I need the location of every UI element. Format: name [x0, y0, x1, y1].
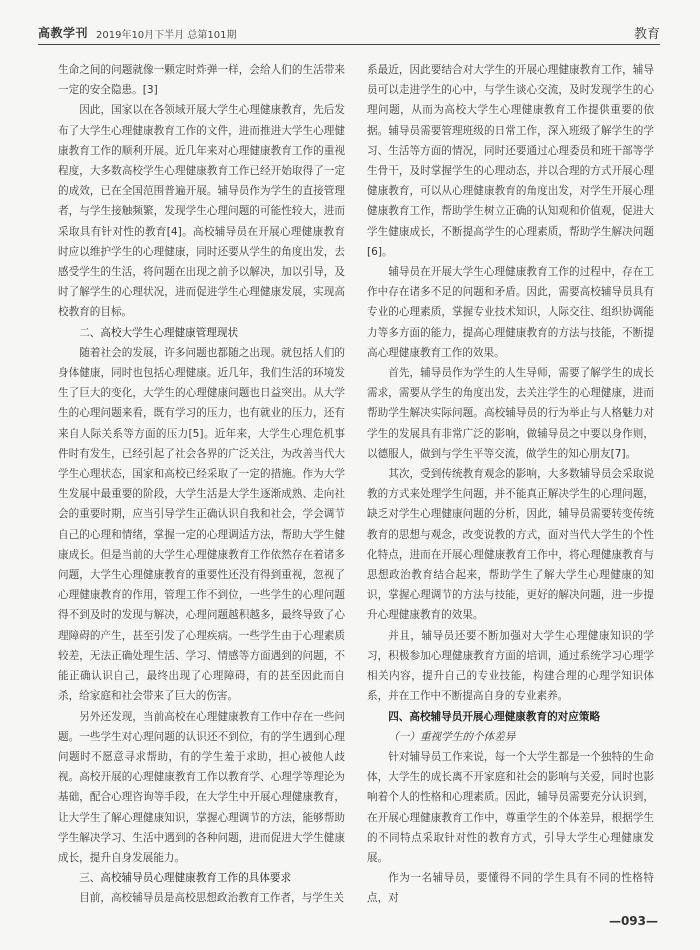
- paragraph: 首先，辅导员作为学生的人生导师，需要了解学生的成长需求，需要从学生的角度出发，去关注学生的心理健康，进而帮助学生解决实际问题。高校辅导员的行为举止与人格魅力对学生的发展具有非常广泛的影响，做辅导员之中要以身作则，以德服人，做到与学生平等交流，做学生的知心朋友[7]。: [367, 367, 654, 460]
- subsection-heading: （一）重视学生的个体差异: [388, 730, 516, 743]
- paragraph: 目前，高校辅导员是高校思想政治教育工作者，与学生关: [79, 892, 345, 905]
- paragraph: 随着社会的发展，许多问题也都随之出现。就包括人们的身体健康，同时也包括心理健康。近几年，我们生活的环境发生了巨大的变化，大学生的心理健康问题也日益突出。从大学生的心理问题来看，既有学习的压力，也有就业的压力，还有来自人际关系等方面的压力[5]。近年来，大学生心理危机事件时有发生，已经引起了社会各界的广泛关注，为改善当代大学生心理状态，国家和高校已经采取了一定的措施。作为大学生发展中最重要的阶段，大学生活是大学生逐渐成熟、走向社会的重要时期，应当引导学生正确认识自我和社会，学会调节自己的心理和情绪，掌握一定的心理调适方法，帮助大学生健康成长。但是当前的大学生心理健康教育工作依然存在着诸多问题，大学生心理健康教育的重要性还没有得到重视，忽视了心理健康教育的作用，管理工作不到位，一些学生的心理问题得不到及时的发现与解决，心理问题越积越多，最终导致了心理障碍的产生，甚至引发了心理疾病。一些学生由于心理素质较差，无法正确处理生活、学习、情感等方面遇到的问题，不能正确认识自己，最终出现了心理障碍，有的甚至因此而自杀，给家庭和社会带来了巨大的伤害。: [58, 346, 345, 703]
- issue-info: 2019年10月下半月 总第101期: [96, 30, 237, 41]
- journal-name: 高教学刊: [38, 26, 89, 40]
- paragraph: 系最近，因此要结合对大学生的开展心理健康教育工作，辅导员可以走进学生的心中，与学生谈心交流，及时发现学生的心理问题，从而为高校大学生心理健康教育工作提供重要的依据。辅导员需要管理班级的日常工作，深入班级了解学生的学习、生活等方面的情况，同时还要通过心理委员和班干部等学生骨干，及时掌握学生的心理动态，并以合理的方式开展心理健康教育，可以从心理健康教育的角度出发，对学生开展心理健康教育工作，帮助学生树立正确的认知观和价值观，促进大学生健康成长，不断提高学生的心理素质，帮助学生解决问题[6]。: [367, 64, 654, 258]
- page-header: [38, 14, 660, 45]
- paragraph: 另外还发现，当前高校在心理健康教育工作中存在一些问题。一些学生对心理问题的认识还不到位，有的学生遇到心理问题时不愿意寻求帮助，有的学生羞于求助，担心被他人歧视。高校开展的心理健康教育工作以教育学、心理学等理论为基础，配合心理咨询等手段，在大学生中开展心理健康教育，让大学生了解心理健康知识，掌握心理调节的方法，能够帮助学生解决学习、生活中遇到的各种问题，进而促进大学生健康成长，提升自身发展能力。: [58, 710, 345, 864]
- paragraph: 作为一名辅导员，要懂得不同的学生具有不同的性格特点，对: [367, 872, 654, 905]
- section-heading: 三、高校辅导员心理健康教育工作的具体要求: [79, 872, 292, 885]
- paragraph: 其次，受到传统教育观念的影响，大多数辅导员会采取说教的方式来处理学生问题，并不能真正解决学生的心理问题，缺乏对学生心理健康问题的分析，因此，辅导员需要转变传统教育的思想与观念，改变说教的方式，面对当代大学生的个性化特点，进而在开展心理健康教育工作中，将心理健康教育与思想政治教育结合起来，帮助学生了解大学生心理健康的知识，掌握心理调节的方法与技能，更好的解决问题，进一步提升心理健康教育的效果。: [367, 468, 654, 622]
- paragraph: 因此，国家以在各领域开展大学生心理健康教育，先后发布了大学生心理健康教育工作的文件，进而推进大学生心理健康教育工作的顺利开展。近几年来对心理健康教育工作的重视程度，大多数高校学生心理健康教育工作已经开始取得了一定的成效，已在全国范围普遍开展。辅导员作为学生的直接管理者，与学生接触频繁，发现学生心理问题的可能性较大，进而采取具有针对性的教育[4]。高校辅导员在开展心理健康教育时应以维护学生的心理健康，同时还要从学生的角度出发，去感受学生的生活，将问题在出现之前予以解决，加以引导，及时了解学生的心理状况，进而促进学生心理健康发展，实现高校教育的目标。: [58, 104, 345, 319]
- paragraph: 针对辅导员工作来说，每一个大学生都是一个独特的生命体，大学生的成长离不开家庭和社会的影响与关爱，同时也影响着个人的性格和心理素质。因此，辅导员需要充分认识到，在开展心理健康教育工作中，尊重学生的个体差异，根据学生的不同特点采取针对性的教育方式，引导大学生心理健康发展。: [367, 750, 654, 864]
- page-number: —093—: [608, 914, 658, 928]
- left-column: [58, 60, 345, 909]
- paragraph: 并且，辅导员还要不断加强对大学生心理健康知识的学习，积极参加心理健康教育方面的培训，通过系统学习心理学相关内容，提升自己的专业技能，构建合理的心理学知识体系，并在工作中不断提高自身的专业素养。: [367, 629, 654, 703]
- paragraph: 生命之间的问题就像一颗定时炸弹一样，会给人们的生活带来一定的安全隐患。[3]: [58, 64, 345, 97]
- section-heading: 四、高校辅导员开展心理健康教育的对应策略: [388, 710, 601, 723]
- section-heading: 二、高校大学生心理健康管理现状: [79, 326, 239, 339]
- paragraph: 辅导员在开展大学生心理健康教育工作的过程中，存在工作中存在诸多不足的问题和矛盾。因此，需要高校辅导员具有专业的心理素质，掌握专业技术知识，人际交往、组织协调能力等多方面的能力，提高心理健康教育的方法与技能，不断提高心理健康教育工作的效果。: [367, 266, 654, 359]
- section-label: 教育: [633, 27, 660, 42]
- right-column: [367, 60, 654, 909]
